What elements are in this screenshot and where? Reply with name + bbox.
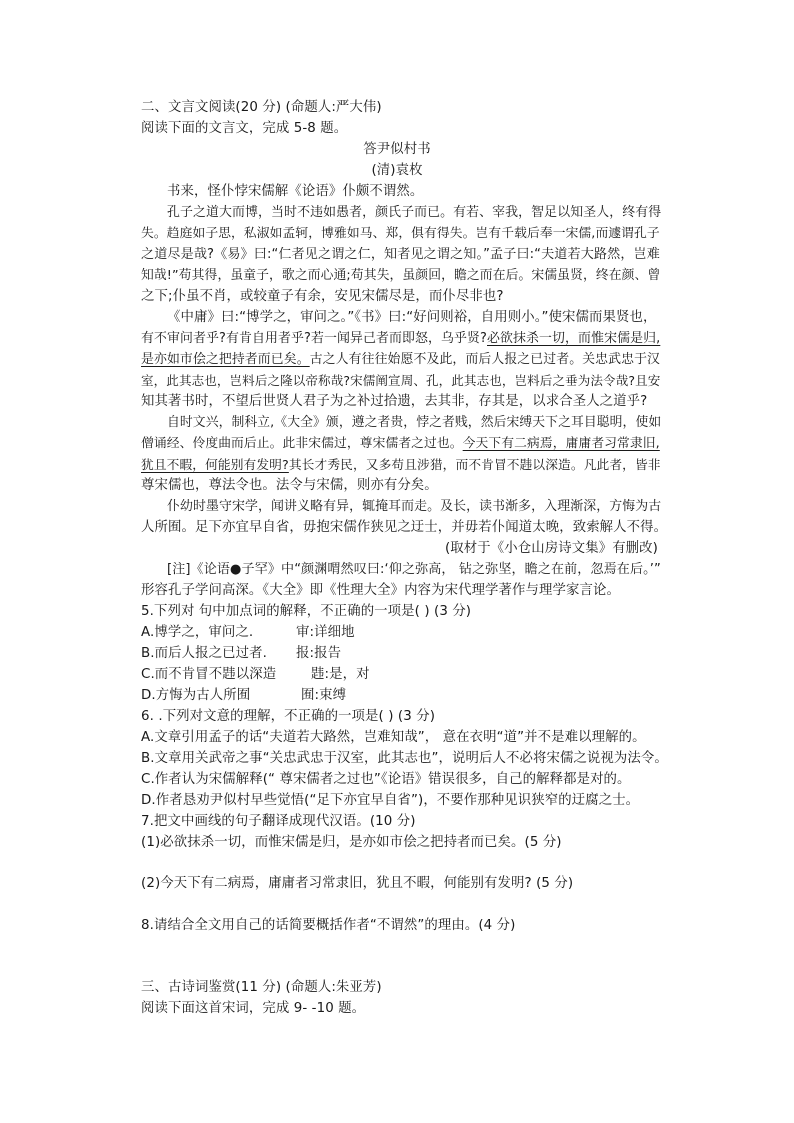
underlined-sentence-2a: 今天下有二病焉，庸庸者习常隶旧,	[462, 436, 660, 451]
q7-stem: 7.把文中画线的句子翻译成现代汉语。(10 分)	[141, 814, 416, 829]
passage-p3-line4: 室，此其志也，岂料后之隆以帝称哉?宋儒阐宣周、孔，此其志也，岂料后之垂为法令哉?且安	[141, 373, 661, 388]
note-line2: 形容孔子学问高深。《大全》即《性理大全》内容为宋代理学著作与理学家言论。	[141, 583, 620, 598]
passage-p2-line4: 知哉!”苟其得，虽童子，歌之而心通;苟其失，虽颜回，瞻之而在后。宋儒虽贤，终在颜、曾	[141, 268, 661, 283]
passage-p2-line5: 之下;仆虽不肖，或较童子有余，安见宋儒尽是，而仆尽非也?	[141, 289, 504, 304]
passage-p2-line1: 孔子之道大而博，当时不违如愚者，颜氏子而已。有若、宰我，智足以知圣人，终有得	[167, 205, 662, 220]
q5-option-a: A.博学之，审问之. 审:详细地	[141, 625, 355, 640]
passage-source: (取材于《小仓山房诗文集》有删改)	[444, 541, 658, 556]
passage-p3-line3: 是亦如市侩之把持者而已矣。古之人有往往始愿不及此，而后人报之已过者。关忠武忠于汉	[141, 352, 661, 367]
passage-p2-line3: 之道尽是哉?《易》曰:“仁者见之谓之仁，知者见之谓之知。”孟子曰:“夫道若大路然，岂难	[141, 247, 660, 262]
section2-instruction: 阅读下面的文言文，完成 5-8 题。	[141, 121, 348, 136]
passage-p4-line4: 尊宋儒也，尊法令也。法令与宋儒，则亦有分矣。	[141, 478, 438, 493]
section3-heading: 三、古诗词鉴赏(11 分) (命题人:朱亚芳)	[141, 980, 382, 995]
note-line1: [注]《论语●子罕》中“颜渊喟然叹曰:‘仰之弥高， 钻之弥坚，瞻之在前，忽焉在后。’”	[167, 562, 661, 577]
q5-stem: 5.下列对 句中加点词的解释，不正确的一项是( ) (3 分)	[141, 604, 472, 619]
passage-author: (清)袁枚	[371, 163, 423, 178]
q7-sentence-2: (2)今天下有二病焉，庸庸者习常隶旧，犹且不暇，何能别有发明? (5 分)	[141, 876, 574, 891]
section2-heading: 二、文言文阅读(20 分) (命题人:严大伟)	[141, 100, 382, 115]
passage-p2-line2: 失。趋庭如子思，私淑如孟轲，博雅如马、郑，俱有得失。岂有千载后奉一宋儒,而遽谓孔子	[141, 226, 660, 241]
q6-option-b: B.文章用关武帝之事“关忠武忠于汉室，此其志也”，说明后人不必将宋儒之说视为法令。	[141, 751, 668, 766]
q5-option-d: D.方悔为古人所囿 囿:束缚	[141, 688, 347, 703]
underlined-sentence-1b: 是亦如市侩之把持者而已矣。	[141, 352, 310, 367]
q7-sentence-1: (1)必欲抹杀一切，而惟宋儒是归，是亦如市侩之把持者而已矣。(5 分)	[141, 835, 562, 850]
underlined-sentence-1a: 必欲抹杀一切，而惟宋儒是归,	[487, 331, 661, 346]
passage-p1: 书来，怪仆悖宋儒解《论语》仆颇不谓然。	[167, 184, 424, 199]
q6-option-a: A.文章引用孟子的话“夫道若大路然，岂难知哉”， 意在衣明“道”并不是难以理解的。	[141, 730, 646, 745]
passage-p4-line1: 自时文兴，制科立,《大全》颁，遵之者贵，悖之者贱，然后宋缚天下之耳目聪明，使如	[167, 415, 662, 430]
q5-option-c: C.而不肯冒不韪以深造 韪:是，对	[141, 667, 370, 682]
passage-p5-line2: 人所囿。足下亦宜早自省，毋抱宋儒作狭见之迂士，并毋若仆闻道太晚，致索解人不得。	[141, 520, 668, 535]
passage-title: 答尹似村书	[363, 142, 431, 157]
passage-p3-line2: 有不审问者乎?有肯自用者乎?若一闻异己者而即怒，乌乎贤?必欲抹杀一切，而惟宋儒是归,	[141, 331, 661, 346]
passage-p3-line5: 知其著书时，不望后世贤人君子为之补过拾遗，去其非，存其是，以求合圣人之道乎?	[141, 394, 648, 409]
q5-option-b: B.而后人报之已过者. 报:报告	[141, 646, 342, 661]
passage-p3-line1: 《中庸》曰:“博学之，审问之。”《书》曰:“好问则裕，自用则小。”使宋儒而果贤也，	[167, 310, 657, 325]
passage-p5-line1: 仆幼时墨守宋学，闻讲义略有异，辄掩耳而走。及长，读书渐多，入理渐深，方悔为古	[167, 499, 662, 514]
q6-stem: 6. .下列对文意的理解，不正确的一项是( ) (3 分)	[141, 709, 436, 724]
passage-p4-line3: 犹且不暇，何能别有发明?其长才秀民，又多苟且涉猎，而不肯冒不韪以深造。凡此者，皆非	[141, 457, 661, 472]
q6-option-d: D.作者恳劝尹似村早些觉悟(“足下亦宜早自省”)，不要作那种见识狭窄的迂腐之士。	[141, 793, 640, 808]
q8-stem: 8.请结合全文用自己的话简要概括作者“不谓然”的理由。(4 分)	[141, 918, 516, 933]
section3-instruction: 阅读下面这首宋词，完成 9- -10 题。	[141, 1001, 366, 1016]
passage-p4-line2: 僧诵经、伶度曲而后止。此非宋儒过，尊宋儒者之过也。今天下有二病焉，庸庸者习常隶旧,	[141, 436, 660, 451]
underlined-sentence-2b: 犹且不暇，何能别有发明?	[141, 457, 289, 472]
q6-option-c: C.作者认为宋儒解释(“ 尊宋儒者之过也”《论语》错误很多，自己的解释都是对的。	[141, 772, 631, 787]
